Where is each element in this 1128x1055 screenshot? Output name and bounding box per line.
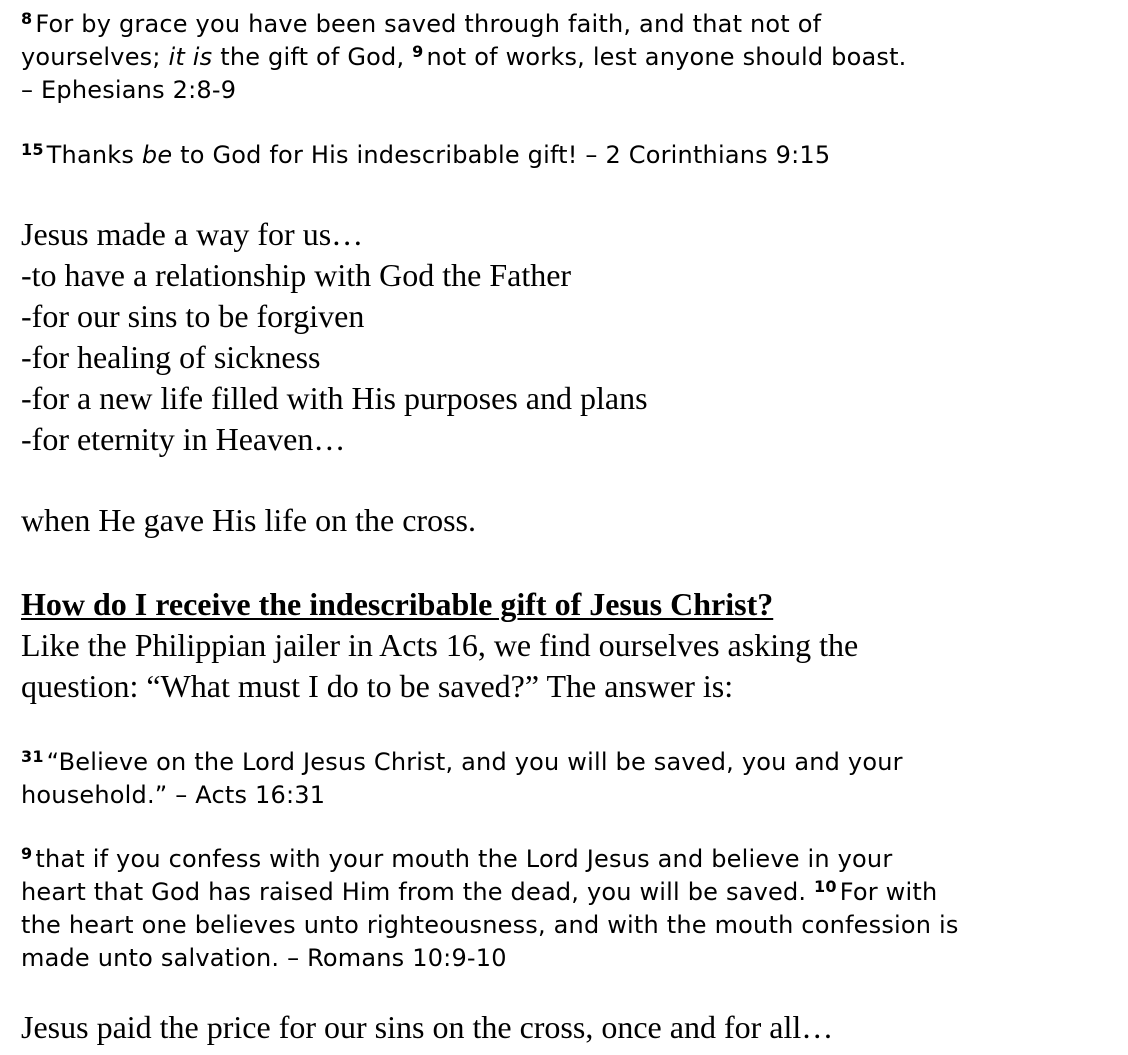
corinthians-passage	[21, 139, 830, 172]
receive-paragraph-line: question: “What must I do to be saved?” The answer is:	[21, 668, 734, 704]
verse-reference: – Ephesians 2:8-9	[21, 76, 237, 104]
way-intro: Jesus made a way for us…	[21, 216, 364, 252]
way-item: -to have a relationship with God the Father	[21, 257, 572, 293]
way-item: -for eternity in Heaven…	[21, 421, 346, 457]
acts-passage	[21, 746, 903, 812]
verse-text: the heart one believes unto righteousness, and with the mouth confession is	[21, 911, 959, 939]
closing-statement	[21, 1007, 833, 1048]
romans-passage	[21, 843, 959, 975]
way-item: -for healing of sickness	[21, 339, 321, 375]
way-closing	[21, 500, 476, 541]
ephesians-passage	[21, 8, 907, 107]
verse-number: 9	[21, 844, 33, 863]
verse-text: Thanks	[46, 141, 142, 169]
way-closing-text: when He gave His life on the cross.	[21, 502, 476, 538]
verse-text: made unto salvation. – Romans 10:9-10	[21, 944, 507, 972]
verse-text: yourselves;	[21, 43, 169, 71]
verse-number: 9	[412, 42, 424, 61]
receive-paragraph-line: Like the Philippian jailer in Acts 16, we find ourselves asking the	[21, 627, 859, 663]
verse-italic: be	[141, 141, 173, 169]
verse-text: heart that God has raised Him from the dead, you will be saved.	[21, 878, 815, 906]
way-item: -for a new life filled with His purposes and plans	[21, 380, 648, 416]
verse-text: to God for His indescribable gift! – 2 Corinthians 9:15	[172, 141, 831, 169]
way-item: -for our sins to be forgiven	[21, 298, 365, 334]
verse-text: “Believe on the Lord Jesus Christ, and you will be saved, you and your	[46, 748, 903, 776]
way-list-section	[21, 214, 648, 460]
verse-text: household.” – Acts 16:31	[21, 781, 326, 809]
verse-number: 15	[21, 140, 44, 159]
verse-number: 31	[21, 747, 44, 766]
section-heading: How do I receive the indescribable gift of Jesus Christ?	[21, 586, 774, 622]
closing-text: Jesus paid the price for our sins on the cross, once and for all…	[21, 1009, 834, 1045]
verse-number: 10	[814, 877, 837, 896]
verse-text: the gift of God,	[212, 43, 413, 71]
verse-number: 8	[21, 9, 33, 28]
verse-text: For with	[839, 878, 938, 906]
verse-text: For by grace you have been saved through faith, and that not of	[35, 10, 822, 38]
receive-section	[21, 584, 858, 707]
verse-text: that if you confess with your mouth the Lord Jesus and believe in your	[35, 845, 893, 873]
verse-text: not of works, lest anyone should boast.	[426, 43, 907, 71]
verse-italic: it is	[168, 43, 213, 71]
